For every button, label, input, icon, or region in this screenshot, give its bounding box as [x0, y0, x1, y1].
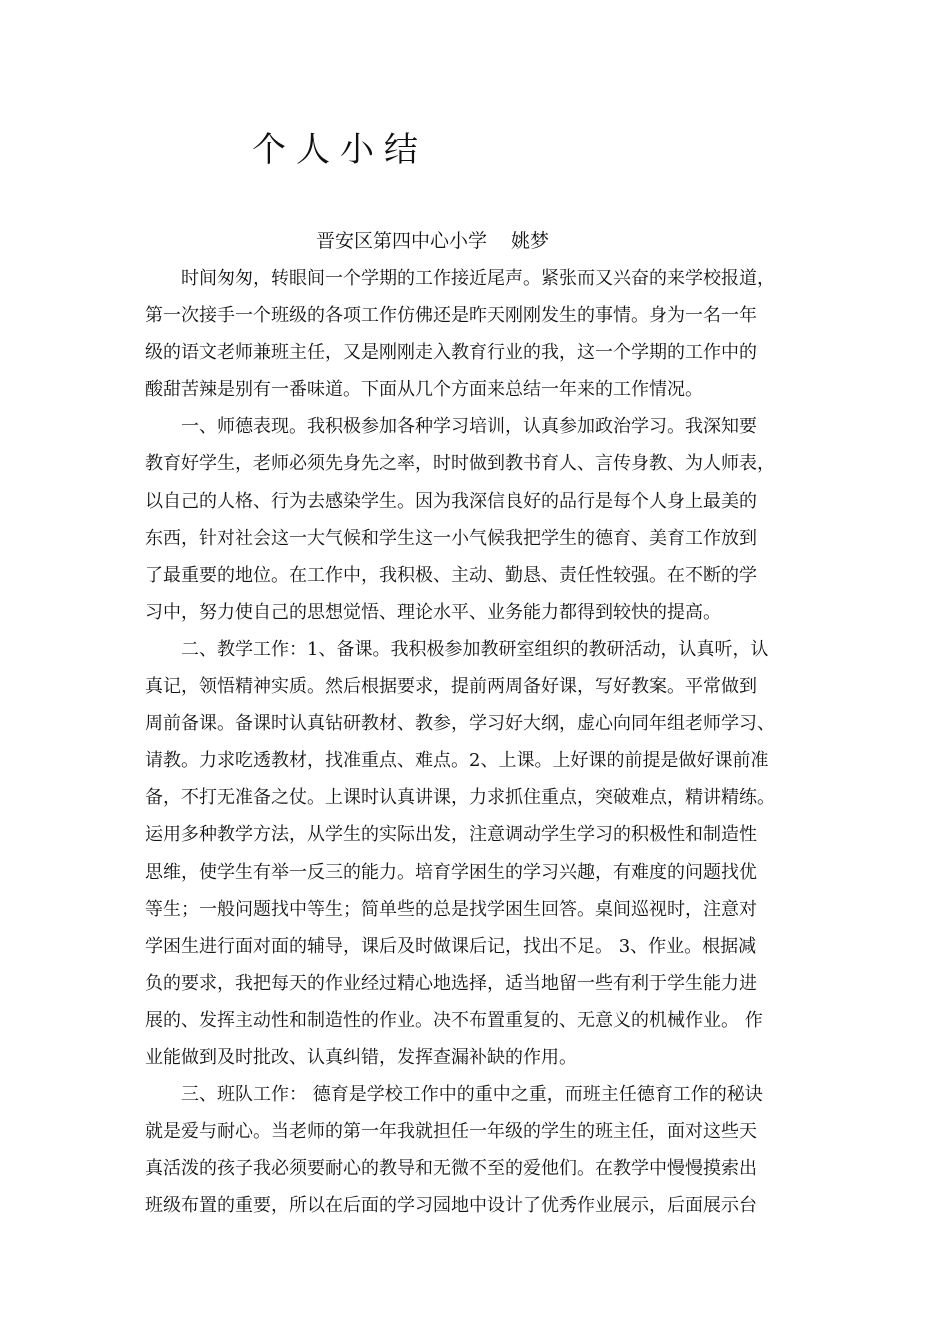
body-text [145, 260, 825, 1224]
body-line: 就是爱与耐心。当老师的第一年我就担任一年级的学生的班主任，面对这些天 [145, 1121, 757, 1143]
body-line: 班级布置的重要，所以在后面的学习园地中设计了优秀作业展示，后面展示台 [145, 1195, 757, 1217]
body-line: 真活泼的孩子我必须要耐心的教导和无微不至的爱他们。在教学中慢慢摸索出 [145, 1158, 757, 1180]
body-line: 级的语文老师兼班主任，又是刚刚走入教育行业的我，这一个学期的工作中的 [145, 342, 757, 364]
body-line: 了最重要的地位。在工作中，我积极、主动、勤恳、责任性较强。在不断的学 [145, 564, 757, 586]
body-line: 时间匆匆，转眼间一个学期的工作接近尾声。紧张而又兴奋的来学校报道， [181, 268, 775, 289]
body-line: 运用多种教学方法，从学生的实际出发，注意调动学生学习的积极性和制造性 [145, 824, 757, 846]
body-line: 等生；一般问题找中等生；简单些的总是找学困生回答。桌间巡视时，注意对 [145, 898, 757, 920]
body-line: 一、师德表现。我积极参加各种学习培训，认真参加政治学习。我深知要 [181, 416, 757, 438]
body-line: 学困生进行面对面的辅导，课后及时做课后记，找出不足。 3、作业。根据减 [145, 935, 757, 957]
document-title: 个人小结 [252, 130, 428, 170]
body-line: 以自己的人格、行为去感染学生。因为我深信良好的品行是每个人身上最美的 [145, 490, 757, 512]
body-line: 负的要求，我把每天的作业经过精心地选择，适当地留一些有利于学生能力进 [145, 972, 757, 994]
body-line: 教育好学生，老师必须先身先之率，时时做到教书育人、言传身教、为人师表， [145, 453, 775, 475]
body-line: 周前备课。备课时认真钻研教材、教参，学习好大纲，虚心向同年组老师学习、 [145, 713, 775, 735]
school-name: 晋安区第四中心小学 [316, 230, 488, 252]
body-line: 习中，努力使自己的思想觉悟、理论水平、业务能力都得到较快的提高。 [145, 601, 721, 623]
body-line: 第一次接手一个班级的各项工作仿佛还是昨天刚刚发生的事情。身为一名一年 [145, 305, 757, 327]
body-line: 请教。力求吃透教材，找准重点、难点。2、上课。上好课的前提是做好课前准 [145, 750, 769, 772]
body-line: 备，不打无准备之仗。上课时认真讲课，力求抓住重点，突破难点，精讲精练。 [145, 787, 775, 809]
byline [316, 222, 549, 260]
body-line: 展的、发挥主动性和制造性的作业。决不布置重复的、无意义的机械作业。 作 [145, 1009, 763, 1031]
body-line: 酸甜苦辣是别有一番味道。下面从几个方面来总结一年来的工作情况。 [145, 379, 703, 401]
author-name: 姚梦 [511, 230, 550, 252]
body-line: 思维，使学生有举一反三的能力。培育学困生的学习兴趣，有难度的问题找优 [145, 861, 757, 883]
body-line: 二、教学工作：1、备课。我积极参加教研室组织的教研活动，认真听，认 [181, 638, 769, 660]
body-line: 东西，针对社会这一大气候和学生这一小气候我把学生的德育、美育工作放到 [145, 527, 757, 549]
body-line: 三、班队工作： 德育是学校工作中的重中之重，而班主任德育工作的秘诀 [181, 1084, 763, 1106]
body-line: 真记，领悟精神实质。然后根据要求，提前两周备好课，写好教案。平常做到 [145, 676, 757, 698]
body-line: 业能做到及时批改、认真纠错，发挥查漏补缺的作用。 [145, 1046, 577, 1068]
